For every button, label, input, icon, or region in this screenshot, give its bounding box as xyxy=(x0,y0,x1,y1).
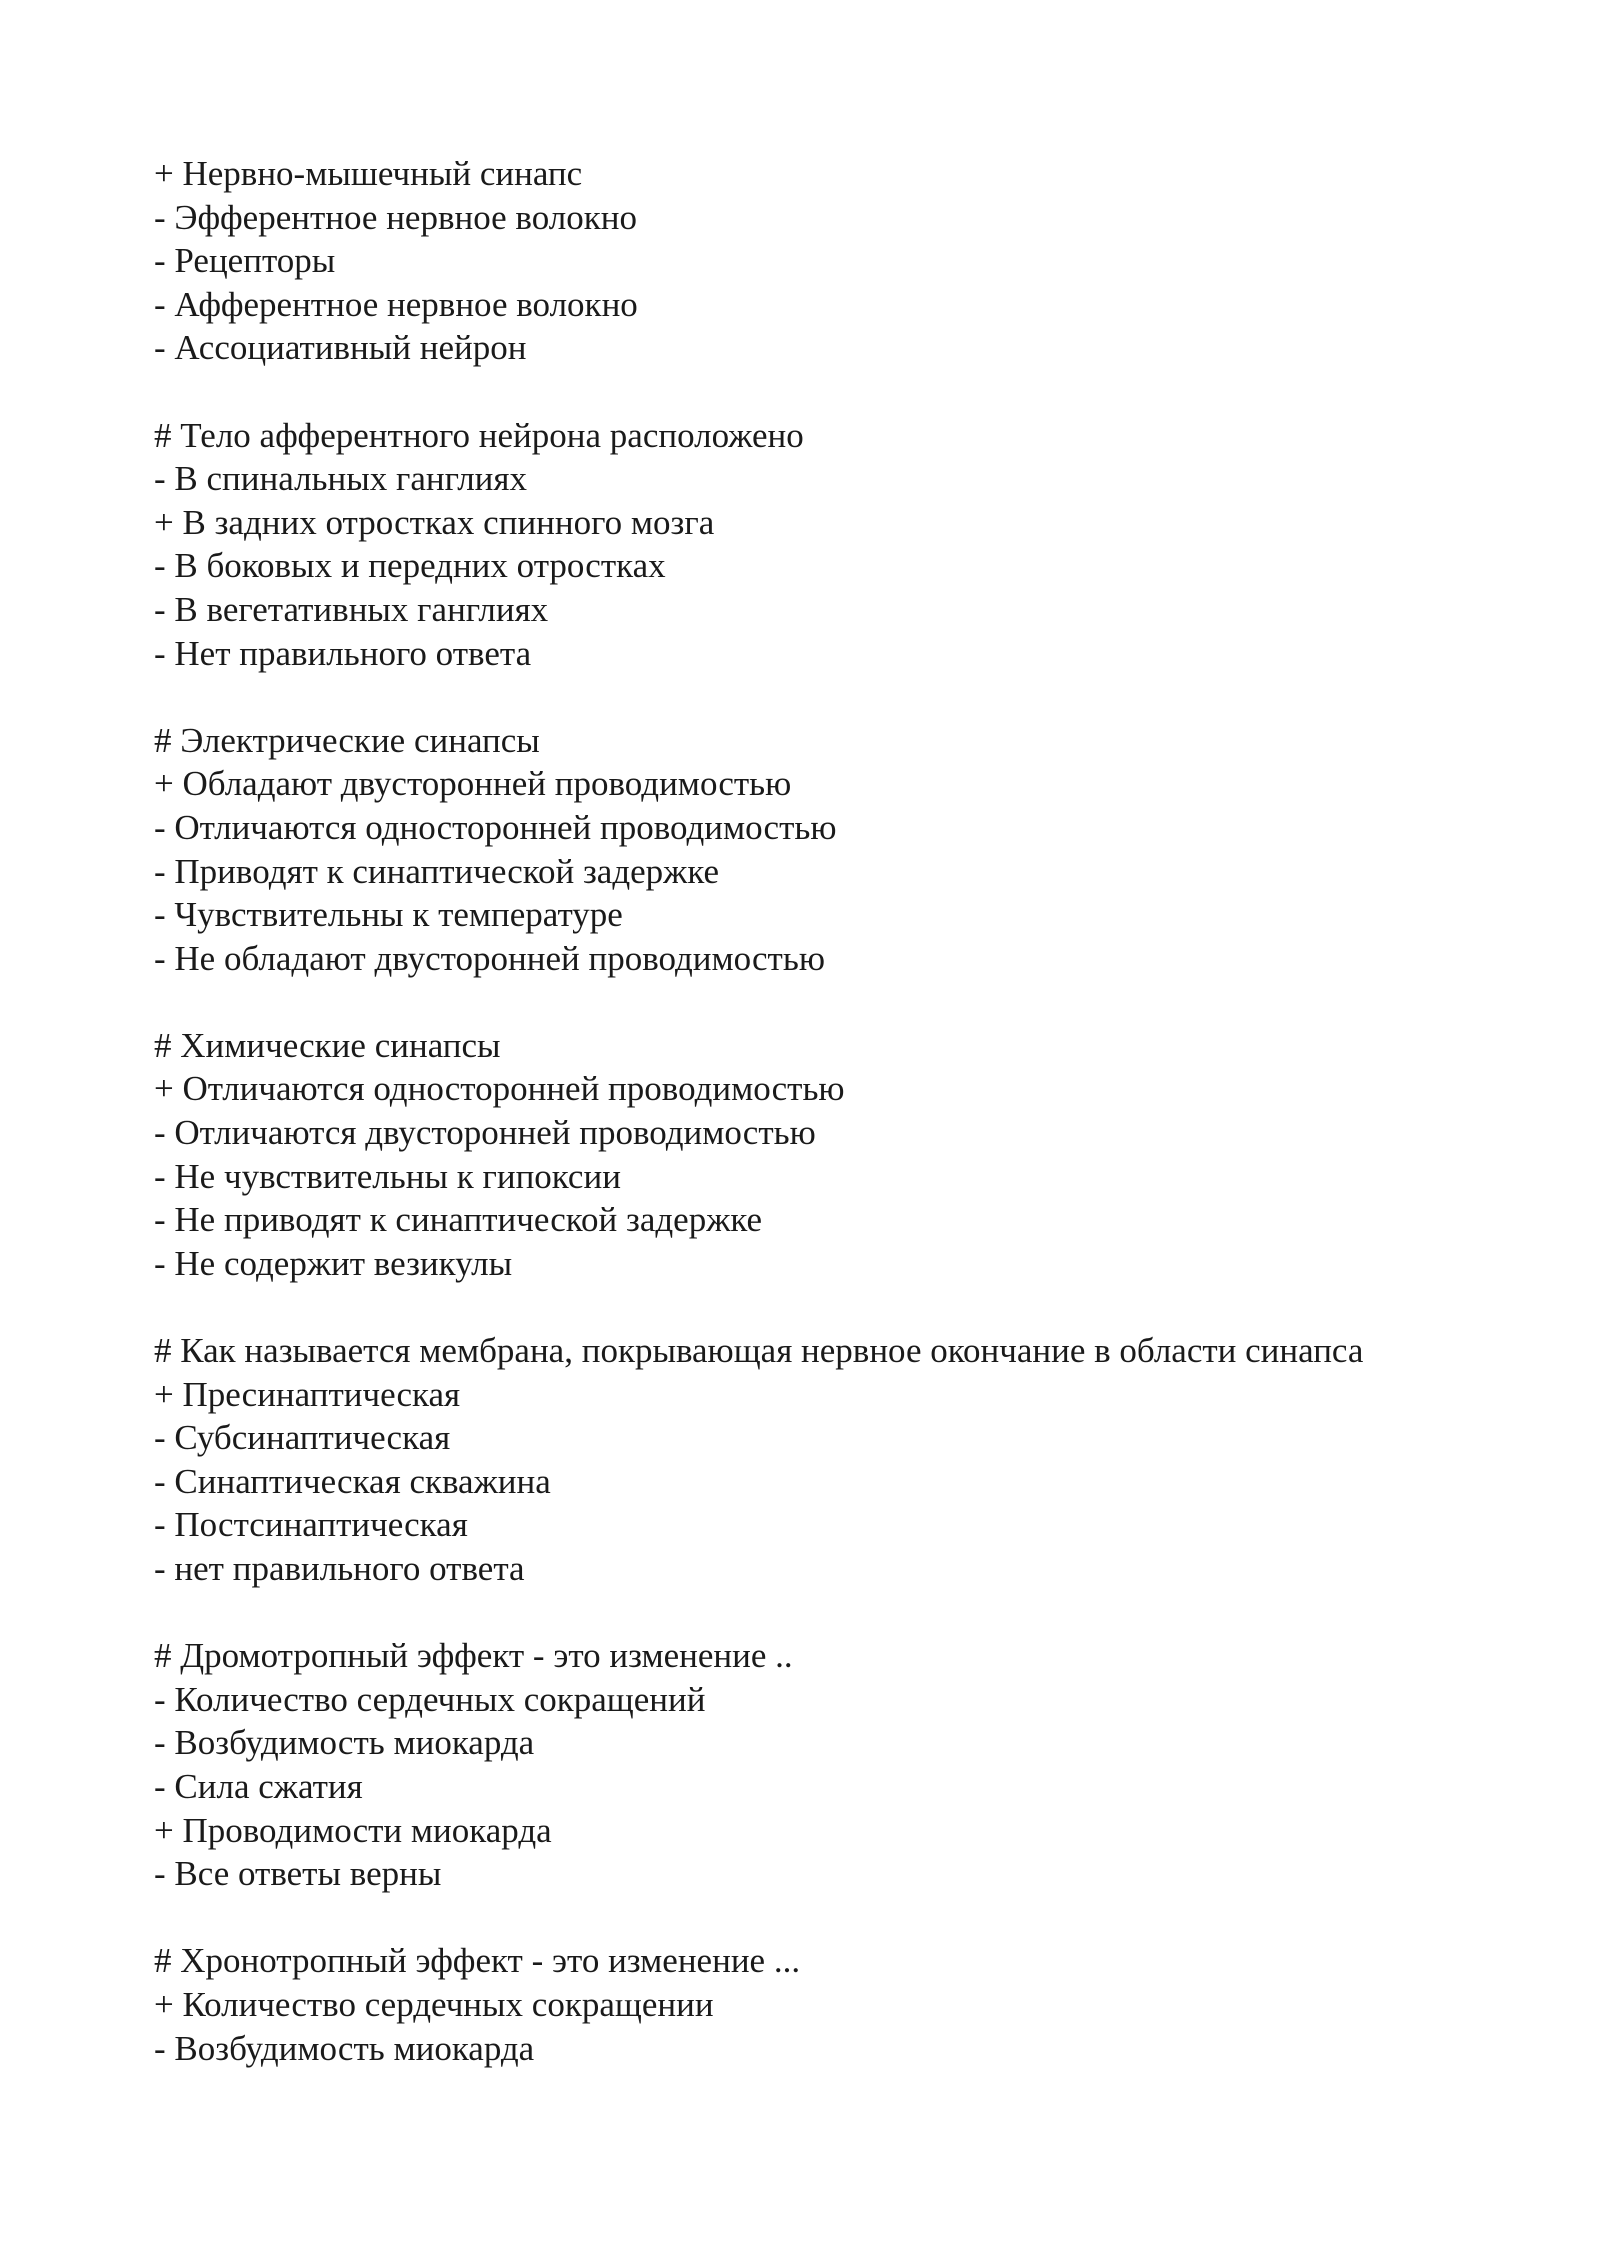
question-block-7 xyxy=(154,1939,1454,2070)
question-text: # Хронотропный эффект - это изменение ... xyxy=(154,1941,801,1981)
answer-option: - В боковых и передних отростках xyxy=(154,546,666,586)
answer-option: - Количество сердечных сокращений xyxy=(154,1679,706,1719)
answer-option: - В спинальных ганглиях xyxy=(154,459,527,499)
answer-option: - нет правильного ответа xyxy=(154,1549,525,1588)
answer-option: - Чувствительны к температуре xyxy=(154,895,623,935)
answer-option: + Проводимости миокарда xyxy=(154,1810,552,1850)
answer-option: - Не содержит везикулы xyxy=(154,1243,513,1283)
answer-option: + Обладают двусторонней проводимостью xyxy=(154,764,792,804)
question-block-4 xyxy=(154,1024,1454,1286)
answer-option: + В задних отростках спинного мозга xyxy=(154,502,715,542)
question-block-3 xyxy=(154,719,1454,981)
question-text: # Как называется мембрана, покрывающая нервное окончание в области синапса xyxy=(154,1331,1364,1371)
answer-option: + Нервно-мышечный синапс xyxy=(154,154,583,193)
answer-option: - Нет правильного ответа xyxy=(154,633,532,673)
answer-option: + Отличаются односторонней проводимостью xyxy=(154,1069,845,1109)
answer-option: - Возбудимость миокарда xyxy=(154,2028,535,2068)
question-block-1 xyxy=(154,152,1454,370)
question-block-5 xyxy=(154,1329,1454,1591)
question-text: # Тело афферентного нейрона расположено xyxy=(154,415,804,455)
question-text: # Химические синапсы xyxy=(154,1025,501,1065)
question-block-2 xyxy=(154,414,1454,676)
document-page xyxy=(154,152,1454,2114)
answer-option: - Синаптическая скважина xyxy=(154,1461,551,1501)
answer-option: - Рецепторы xyxy=(154,241,336,281)
answer-option: - Все ответы верны xyxy=(154,1854,442,1894)
answer-option: - Постсинаптическая xyxy=(154,1505,468,1545)
answer-option: - Эфферентное нервное волокно xyxy=(154,197,637,237)
answer-option: + Пресинаптическая xyxy=(154,1374,461,1414)
answer-option: - Субсинаптическая xyxy=(154,1418,451,1458)
answer-option: - Приводят к синаптической задержке xyxy=(154,851,720,891)
answer-option: + Количество сердечных сокращении xyxy=(154,1984,714,2024)
answer-option: - Возбудимость миокарда xyxy=(154,1723,535,1763)
question-block-6 xyxy=(154,1634,1454,1896)
question-text: # Дромотропный эффект - это изменение .. xyxy=(154,1636,793,1676)
answer-option: - Афферентное нервное волокно xyxy=(154,284,638,324)
answer-option: - Ассоциативный нейрон xyxy=(154,328,527,368)
answer-option: - Не приводят к синаптической задержке xyxy=(154,1200,763,1240)
answer-option: - Сила сжатия xyxy=(154,1766,363,1806)
answer-option: - Не обладают двусторонней проводимостью xyxy=(154,938,825,978)
answer-option: - Отличаются односторонней проводимостью xyxy=(154,807,837,847)
answer-option: - Отличаются двусторонней проводимостью xyxy=(154,1113,816,1153)
answer-option: - В вегетативных ганглиях xyxy=(154,589,549,629)
answer-option: - Не чувствительны к гипоксии xyxy=(154,1156,621,1196)
question-text: # Электрические синапсы xyxy=(154,720,540,760)
